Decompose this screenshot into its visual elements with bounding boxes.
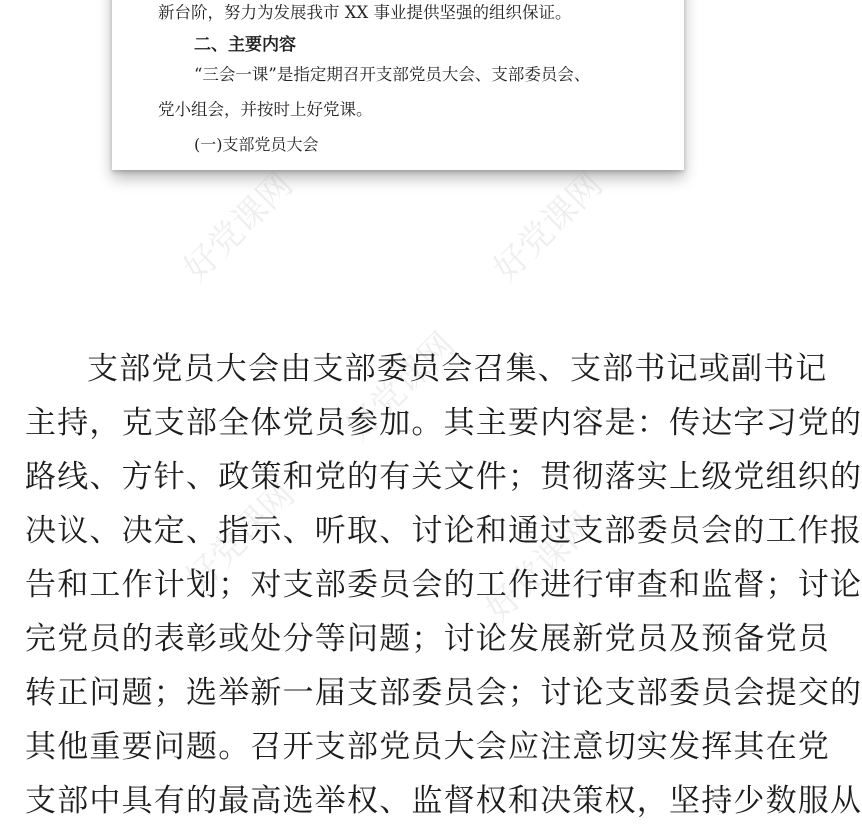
body-line: 完党员的表彰或处分等问题；讨论发展新党员及预备党员 bbox=[25, 621, 830, 657]
body-line: 支部中具有的最高选举权、监督权和决策权，坚持少数服从 bbox=[25, 783, 862, 819]
body-line: 其他重要问题。召开支部党员大会应注意切实发挥其在党 bbox=[25, 729, 830, 765]
subsection-heading: (一)支部党员大会 bbox=[194, 135, 319, 154]
document-preview-card bbox=[112, 0, 684, 170]
body-line: 决议、决定、指示、听取、讨论和通过支部委员会的工作报 bbox=[25, 513, 862, 549]
watermark: 好党课网 bbox=[176, 164, 301, 290]
watermark: 好党课网 bbox=[486, 164, 611, 290]
body-line: 转正问题；选举新一届支部委员会；讨论支部委员会提交的 bbox=[25, 675, 862, 711]
watermark: 好党课网 bbox=[478, 504, 603, 630]
preview-line: 新台阶，努力为发展我市 XX 事业提供坚强的组织保证。 bbox=[158, 3, 572, 22]
preview-line: 党小组会，并按时上好党课。 bbox=[158, 100, 373, 119]
watermark: 好党课网 bbox=[178, 474, 303, 600]
body-paragraph bbox=[25, 342, 862, 828]
section-heading: 二、主要内容 bbox=[194, 35, 296, 55]
body-line: 主持，克支部全体党员参加。其主要内容是：传达字习党的 bbox=[25, 405, 862, 441]
body-line: 告和工作计划；对支部委员会的工作进行审查和监督；讨论 bbox=[25, 567, 862, 603]
watermark: 好党课网 bbox=[338, 324, 463, 450]
body-line: 支部党员大会由支部委员会召集、支部书记或副书记 bbox=[87, 351, 828, 387]
preview-line: “三会一课”是指定期召开支部党员大会、支部委员会、 bbox=[194, 65, 591, 84]
body-line: 路线、方针、政策和党的有关文件；贯彻落实上级党组织的 bbox=[25, 459, 862, 495]
